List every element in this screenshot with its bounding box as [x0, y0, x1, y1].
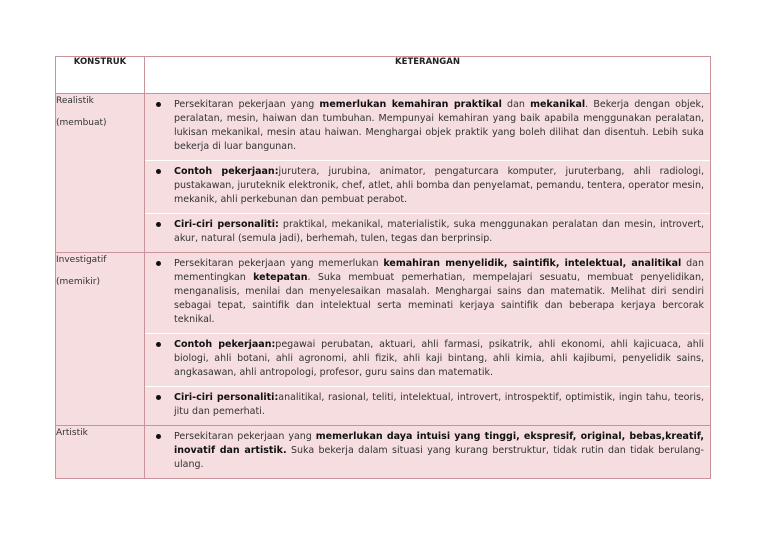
item-text: [174, 165, 704, 207]
konstruk-name: Investigatif: [56, 255, 107, 265]
item-text: [174, 338, 704, 380]
bold-text: ketepatan: [253, 272, 308, 283]
table-row: [56, 253, 711, 426]
table-header-row: [56, 57, 711, 94]
item-text: [174, 98, 704, 154]
list-item: [145, 214, 710, 252]
bold-text: mekanikal: [530, 99, 586, 110]
item-text: [174, 430, 704, 472]
body-text: jurutera, jurubina, animator, pengaturcara komputer, juruterbang, ahli radiologi, pustakawan, juruteknik elektronik, chef, atlet, ahli bomba dan penyelamat, pemandu, tentera, operator mesin, mekanik, ahli perkebunan dan pembuat perabot.: [174, 166, 704, 205]
body-text: Persekitaran pekerjaan yang memerlukan: [174, 258, 384, 269]
konstruk-cell: [56, 253, 145, 426]
konstruk-name: Realistik: [56, 96, 94, 106]
body-text: dan: [501, 99, 531, 110]
konstruk-cell: [56, 94, 145, 253]
body-text: . Bekerja dengan objek, peralatan, mesin, haiwan dan tumbuhan. Mempunyai kemahiran yang baik apabila menggunakan peralatan, lukisan mekanikal, mesin atau haiwan. Menghargai objek praktik yang boleh dilihat dan disentuh. Lebih suka bekerja di luar bangunan.: [174, 99, 704, 152]
keterangan-cell: [145, 253, 711, 426]
body-text: . Suka membuat pemerhatian, mempelajari sesuatu, membuat penyelidikan, menganalisis, menilai dan menyelesaikan masalah. Menghargai sains dan matematik. Melihat diri sendiri sebagai tepat, saintifik dan intelektual serta meminati kerjaya saintifik dan beberapa kerjaya bercorak teknikal.: [174, 272, 704, 325]
bold-text: kemahiran menyelidik, saintifik, intelektual, analitikal: [383, 258, 682, 269]
list-item: [145, 387, 710, 425]
body-text: pegawai perubatan, aktuari, ahli farmasi, psikatrik, ahli ekonomi, ahli kajicuaca, ahli biologi, ahli botani, ahli agronomi, ahli fizik, ahli kaji bintang, ahli kimia, ahli kajibumi, penyelidik sains, angkasawan, ahli antropologi, profesor, guru sains dan matematik.: [174, 339, 705, 378]
bold-text: Contoh pekerjaan:: [174, 166, 279, 177]
keterangan-cell: [145, 426, 711, 479]
list-item: [145, 161, 710, 214]
bullet-icon: [156, 395, 161, 400]
konstruk-description: (membuat): [56, 118, 107, 128]
bold-text: Contoh pekerjaan:: [174, 339, 276, 350]
header-keterangan: KETERANGAN: [145, 57, 711, 94]
body-text: Persekitaran pekerjaan yang: [174, 99, 320, 110]
bullet-icon: [156, 102, 161, 107]
bold-text: memerlukan kemahiran praktikal: [319, 99, 502, 110]
item-text: [174, 257, 704, 327]
body-text: Suka bekerja dalam situasi yang kurang berstruktur, tidak rutin dan tidak berulang-ulang.: [174, 445, 704, 470]
bullet-icon: [156, 434, 161, 439]
konstruk-table: [55, 56, 711, 479]
body-text: dan mementingkan: [174, 258, 704, 283]
keterangan-cell: [145, 94, 711, 253]
konstruk-name: Artistik: [56, 428, 88, 438]
bold-text: Ciri-ciri personaliti:: [174, 219, 279, 230]
konstruk-description: (memikir): [56, 277, 101, 287]
konstruk-cell: [56, 426, 145, 479]
list-item: [145, 334, 710, 387]
list-item: [145, 253, 710, 334]
bullet-icon: [156, 342, 161, 347]
table-body: [56, 94, 711, 479]
table-row: [56, 94, 711, 253]
list-item: [145, 426, 710, 478]
bullet-icon: [156, 222, 161, 227]
bullet-icon: [156, 261, 161, 266]
item-text: [174, 391, 704, 419]
header-konstruk: KONSTRUK: [56, 57, 145, 94]
body-text: analitikal, rasional, teliti, intelektual, introvert, introspektif, optimistik, ingin tahu, teoris, jitu dan pemerhati.: [174, 392, 704, 417]
list-item: [145, 94, 710, 161]
bold-text: memerlukan daya intuisi yang tinggi, ekspresif, original, bebas,kreatif, inovatif dan artistik.: [174, 431, 704, 456]
item-text: [174, 218, 704, 246]
table-row: [56, 426, 711, 479]
body-text: praktikal, mekanikal, materialistik, suka menggunakan peralatan dan mesin, introvert, akur, natural (semula jadi), berhemah, tulen, tegas dan berprinsip.: [174, 219, 704, 244]
body-text: Persekitaran pekerjaan yang: [174, 431, 316, 442]
bold-text: Ciri-ciri personaliti:: [174, 392, 279, 403]
bullet-icon: [156, 169, 161, 174]
